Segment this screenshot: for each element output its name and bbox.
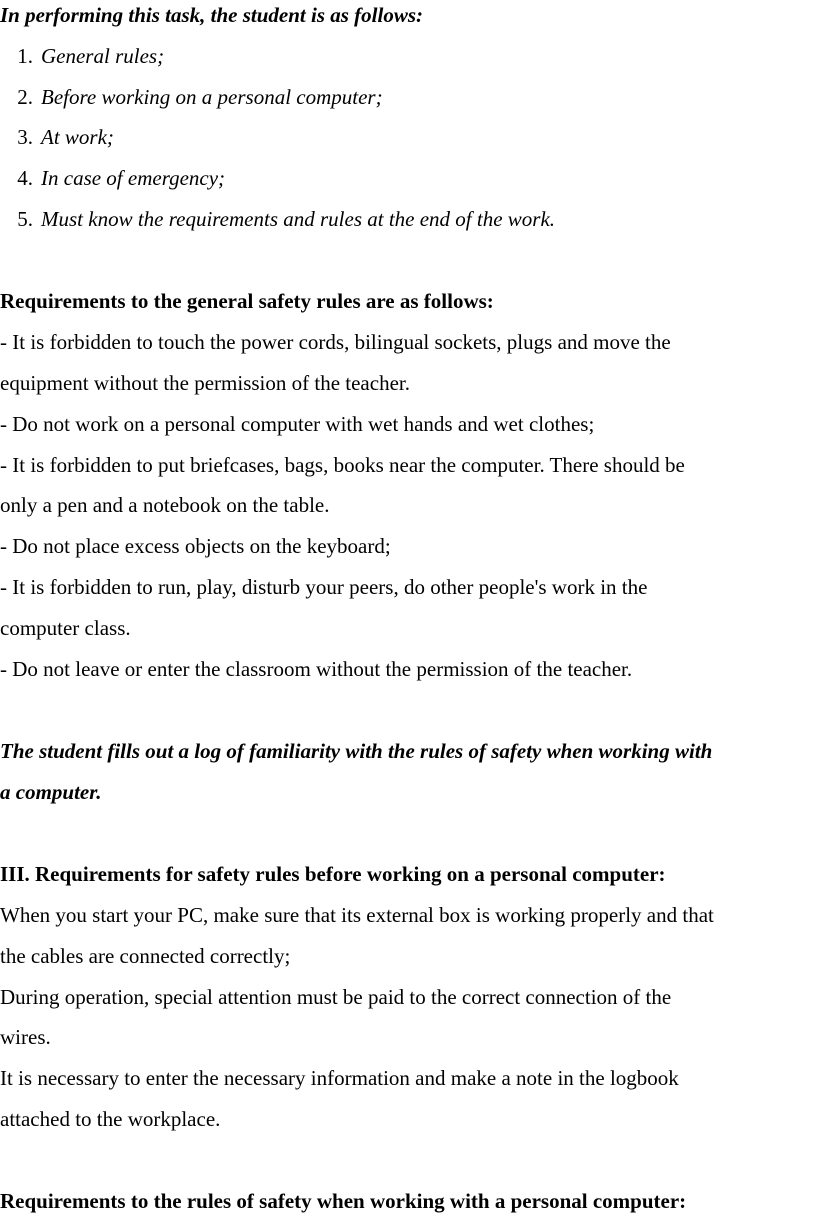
paragraph-line: - Do not place excess objects on the keyboard; <box>0 534 391 558</box>
paragraph-line: - Do not work on a personal computer with wet hands and wet clothes; <box>0 412 595 436</box>
paragraph-line: only a pen and a notebook on the table. <box>0 493 330 517</box>
list-item-text: Before working on a personal computer; <box>41 85 383 109</box>
intro-heading: In performing this task, the student is as follows: <box>0 3 424 27</box>
paragraph-line: It is necessary to enter the necessary information and make a note in the logbook <box>0 1066 679 1090</box>
list-item-text: General rules; <box>41 44 165 68</box>
log-note-line: a computer. <box>0 780 102 804</box>
list-item <box>0 44 164 68</box>
list-item-text: At work; <box>41 125 114 149</box>
list-item <box>0 85 383 109</box>
list-item-number: 1. <box>17 44 33 68</box>
list-item <box>0 166 225 190</box>
list-item-number: 4. <box>17 166 33 190</box>
paragraph-line: the cables are connected correctly; <box>0 944 291 968</box>
paragraph-line: attached to the workplace. <box>0 1107 221 1131</box>
log-note-line: The student fills out a log of familiarity with the rules of safety when working with <box>0 739 713 763</box>
paragraph-line: During operation, special attention must be paid to the correct connection of the <box>0 985 672 1009</box>
paragraph-line: wires. <box>0 1025 51 1049</box>
list-item-text: In case of emergency; <box>41 166 226 190</box>
list-item <box>0 125 114 149</box>
paragraph-line: - It is forbidden to run, play, disturb your peers, do other people's work in the <box>0 575 648 599</box>
at-work-heading: Requirements to the rules of safety when working with a personal computer: <box>0 1189 687 1213</box>
list-item-number: 3. <box>17 125 33 149</box>
list-item-number: 5. <box>17 207 33 231</box>
paragraph-line: - It is forbidden to touch the power cords, bilingual sockets, plugs and move the <box>0 330 671 354</box>
paragraph-line: - It is forbidden to put briefcases, bags, books near the computer. There should be <box>0 453 685 477</box>
general-rules-heading: Requirements to the general safety rules are as follows: <box>0 289 494 313</box>
list-item-number: 2. <box>17 85 33 109</box>
paragraph-line: When you start your PC, make sure that its external box is working properly and that <box>0 903 714 927</box>
list-item <box>0 207 555 231</box>
paragraph-line: equipment without the permission of the teacher. <box>0 371 410 395</box>
before-work-heading: III. Requirements for safety rules before working on a personal computer: <box>0 862 666 886</box>
paragraph-line: computer class. <box>0 616 131 640</box>
paragraph-line: - Do not leave or enter the classroom without the permission of the teacher. <box>0 657 633 681</box>
list-item-text: Must know the requirements and rules at the end of the work. <box>41 207 556 231</box>
